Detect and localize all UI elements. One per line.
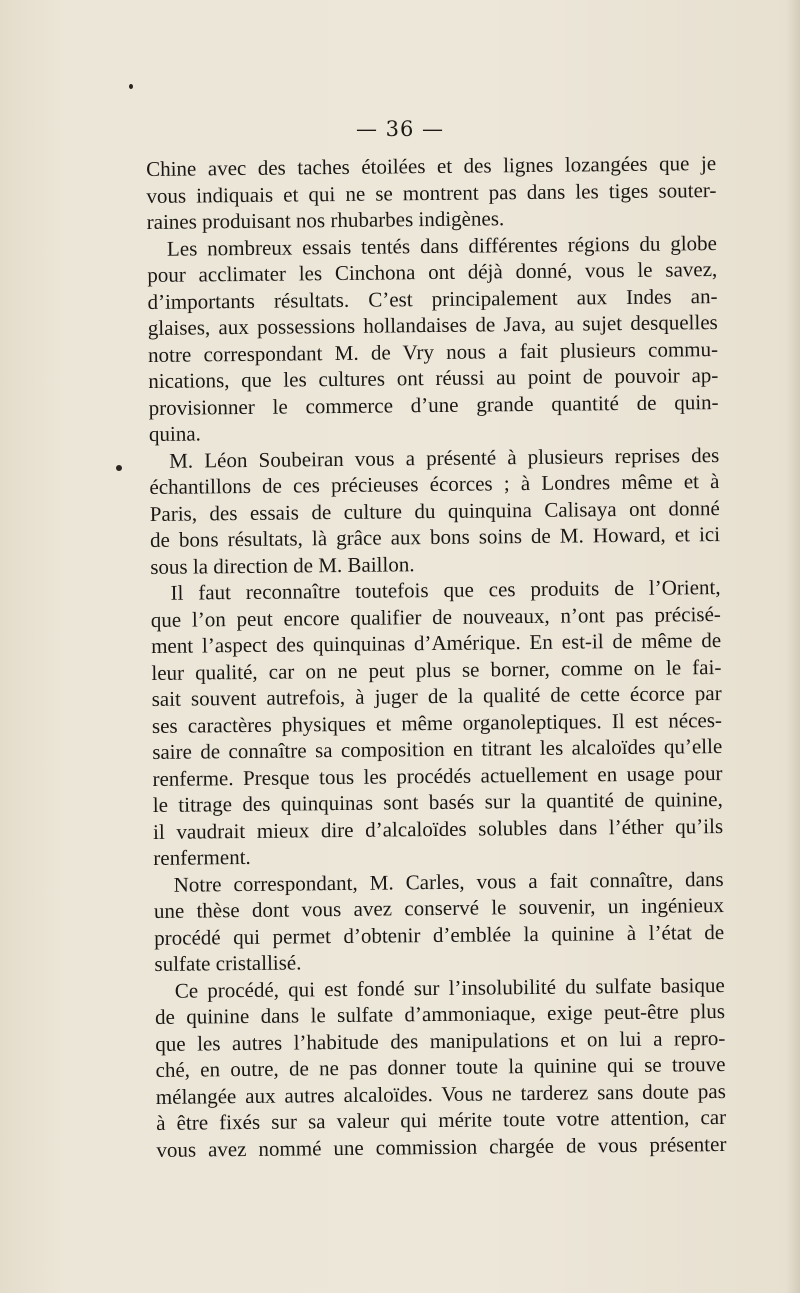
text-line: M. Léon Soubeiran vous a présenté à plusieurs reprises des [169, 442, 720, 473]
body-text [146, 150, 727, 1163]
text-line: notre correspondant M. de Vry nous a fait plusieurs commu- [147, 336, 719, 367]
text-line: une thèse dont vous avez conservé le souvenir, un ingénieux [153, 892, 725, 923]
text-line: renferment. [153, 844, 251, 870]
text-line: que l’on peut encore qualifier de nouveaux, n’ont pas précisé- [150, 601, 721, 632]
text-line: sait souvent autrefois, à juger de la qualité de cette écorce par [151, 681, 722, 711]
text-line: il vaudrait mieux dire d’alcaloïdes solubles dans l’éther qu’ils [152, 813, 724, 844]
text-line: procédé qui permet d’obtenir d’emblée la quinine à l’état de [154, 919, 725, 950]
page-edge-shadow [786, 0, 800, 1293]
text-line: glaises, aux possessions hollandaises de Java, au sujet desquelles [147, 310, 718, 340]
text-line: vous avez nommé une commission chargée de vous présenter [156, 1131, 727, 1162]
text-line: Ce procédé, qui est fondé sur l’insolubilité du sulfate basique [174, 972, 725, 1003]
text-line: de quinine dans le sulfate d’ammoniaque, exige peut-être plus [154, 998, 726, 1029]
text-line: Les nombreux essais tentés dans différentes régions du globe [166, 230, 718, 261]
text-line: ment l’aspect des quinquinas d’Amérique. En est-il de même de [151, 628, 722, 658]
text-line: que les autres l’habitude des manipulations et on lui a repro- [155, 1025, 726, 1056]
text-line: sulfate cristallisé. [154, 950, 302, 976]
page-number: — 36 — [355, 117, 445, 141]
text-line: d’importants résultats. C’est principalement aux Indes an- [147, 283, 718, 314]
text-line: mélangée aux autres alcaloïdes. Vous ne tarderez sans doute pas [155, 1078, 726, 1109]
text-line: ses caractères physiques et même organoleptiques. Il est néces- [151, 707, 723, 738]
ink-speck [129, 84, 133, 89]
text-line: échantillons de ces précieuses écorces ; à Londres même et à [149, 469, 720, 499]
text-line: nications, que les cultures ont réussi au point de pouvoir ap- [148, 363, 719, 393]
text-line: pour acclimater les Cinchona ont déjà donné, vous le savez, [147, 257, 718, 287]
text-line: ché, en outre, de ne pas donner toute la quinine qui se trouve [155, 1051, 726, 1082]
text-line: renferme. Presque tous les procédés actuellement en usage pour [152, 760, 723, 791]
text-line: Chine avec des taches étoilées et des lignes lozangées que je [146, 151, 717, 181]
ink-speck [116, 465, 122, 471]
text-line: leur qualité, car on ne peut plus se borner, comme on le fai- [151, 654, 722, 685]
text-line: raines produisant nos rhubarbes indigènes. [146, 206, 505, 234]
text-line: saire de connaître sa composition en titrant les alcaloïdes qu’elle [152, 733, 723, 764]
text-line: le titrage des quinquinas sont basés sur la quantité de quinine, [152, 786, 723, 817]
text-line: vous indiquais et qui ne se montrent pas dans les tiges souter- [146, 177, 717, 208]
text-line: Il faut reconnaître toutefois que ces produits de l’Orient, [170, 575, 721, 605]
text-line: sous la direction de M. Baillon. [150, 551, 415, 579]
text-line: quina. [148, 421, 201, 446]
text-line: Paris, des essais de culture du quinquina Calisaya ont donné [149, 495, 720, 526]
text-line: Notre correspondant, M. Carles, vous a fait connaître, dans [173, 866, 724, 897]
text-line: à être fixés sur sa valeur qui mérite toute votre attention, car [156, 1104, 727, 1135]
text-line: provisionner le commerce d’une grande quantité de quin- [148, 389, 719, 420]
text-line: de bons résultats, là grâce aux bons soins de M. Howard, et ici [149, 522, 721, 552]
